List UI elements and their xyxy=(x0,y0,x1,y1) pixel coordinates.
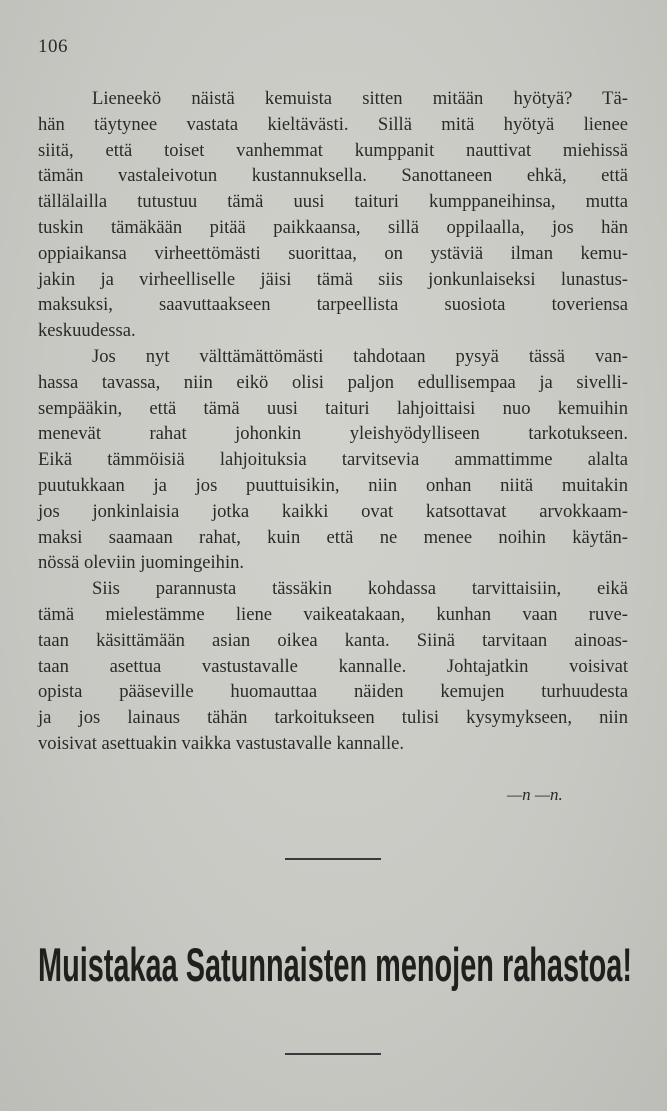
text-line: tämä mielestämme liene vaikeatakaan, kunhan vaan ruve- xyxy=(38,603,628,625)
text-line: tällälailla tutustuu tämä uusi taituri kumppaneihinsa, mutta xyxy=(38,191,628,213)
text-line: taan käsittämään asian oikea kanta. Siinä tarvitaan ainoas- xyxy=(38,629,628,651)
text-line: maksuksi, saavuttaakseen tarpeellista suosiota toveriensa xyxy=(38,294,628,316)
page-number: 106 xyxy=(38,36,68,57)
divider-top xyxy=(285,858,381,860)
text-line: ja jos lainaus tähän tarkoitukseen tulisi kysymykseen, niin xyxy=(38,707,628,729)
text-line: menevät rahat johonkin yleishyödylliseen tarkotukseen. xyxy=(38,423,628,445)
text-line: Eikä tämmöisiä lahjoituksia tarvitsevia ammattimme alalta xyxy=(38,449,628,471)
text-line: sempääkin, että tämä uusi taituri lahjoittaisi nuo kemuihin xyxy=(38,397,628,419)
text-line: siitä, että toiset vanhemmat kumppanit nauttivat miehissä xyxy=(38,139,628,161)
text-line: keskuudessa. xyxy=(38,320,136,342)
divider-bottom xyxy=(285,1053,381,1055)
headline-text: Muistakaa Satunnaisten menojen rahastoa! xyxy=(38,938,632,992)
text-line: hän täytynee vastata kieltävästi. Sillä mitä hyötyä lienee xyxy=(38,113,628,135)
text-line: tuskin tämäkään pitää paikkaansa, sillä oppilaalla, jos hän xyxy=(38,216,628,238)
headline xyxy=(38,938,632,994)
text-line: Siis parannusta tässäkin kohdassa tarvittaisiin, eikä xyxy=(92,578,628,600)
text-line: hassa tavassa, niin eikö olisi paljon edullisempaa ja sivelli- xyxy=(38,371,628,393)
text-line: jos jonkinlaisia jotka kaikki ovat katsottavat arvokkaam- xyxy=(38,500,628,522)
text-line: taan asettua vastustavalle kannalle. Johtajatkin voisivat xyxy=(38,655,628,677)
text-line: jakin ja virheelliselle jäisi tämä siis jonkunlaiseksi lunastus- xyxy=(38,268,628,290)
text-line: tämän vastaleivotun kustannuksella. Sanottaneen ehkä, että xyxy=(38,165,628,187)
author-signature: —n —n. xyxy=(507,785,563,804)
text-line: maksi saamaan rahat, kuin että ne menee noihin käytän- xyxy=(38,526,628,548)
text-line: oppiaikansa virheettömästi suorittaa, on ystäviä ilman kemu- xyxy=(38,242,628,264)
article-body xyxy=(38,86,628,757)
text-line: voisivat asettuakin vaikka vastustavalle kannalle. xyxy=(38,732,405,754)
text-line: opista pääseville huomauttaa näiden kemujen turhuudesta xyxy=(38,681,628,703)
text-line: Jos nyt välttämättömästi tahdotaan pysyä tässä van- xyxy=(92,345,628,367)
text-line: puutukkaan ja jos puuttuisikin, niin onhan niitä muitakin xyxy=(38,474,628,496)
text-line: nössä oleviin juomingeihin. xyxy=(38,552,245,574)
text-line: Lieneekö näistä kemuista sitten mitään hyötyä? Tä- xyxy=(92,88,628,109)
